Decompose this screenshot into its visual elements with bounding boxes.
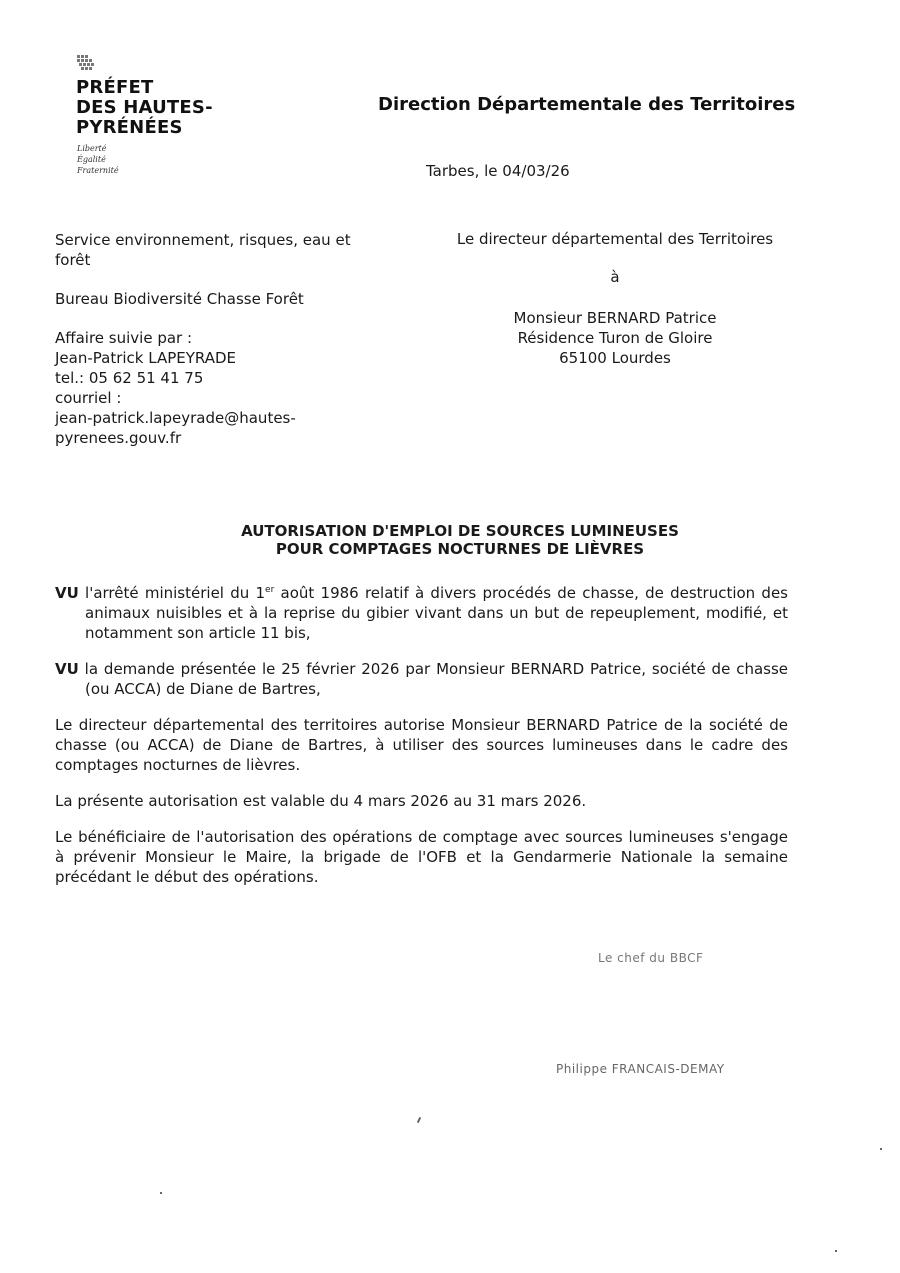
sender-bureau: Bureau Biodiversité Chasse Forêt <box>55 290 304 308</box>
to-word: à <box>610 268 620 286</box>
scan-speck <box>835 1250 837 1252</box>
title-line: POUR COMPTAGES NOCTURNES DE LIÈVRES <box>275 540 645 558</box>
motto-line: Égalité <box>77 155 106 164</box>
prefecture-logo-title: PRÉFET DES HAUTES- PYRÉNÉES <box>76 77 213 138</box>
recipient-name: Monsieur BERNARD Patrice <box>513 309 717 327</box>
vu-text: la demande présentée le 25 février 2026 par Monsieur BERNARD Patrice, société de chasse (ou ACCA) de Diane de Bartres, <box>78 660 788 698</box>
place-date: Tarbes, le 04/03/26 <box>426 162 570 180</box>
document-body <box>55 580 788 903</box>
email-label: courriel : <box>55 389 122 407</box>
document-title <box>100 522 820 558</box>
recipient-address <box>440 308 790 368</box>
agent-name: Jean-Patrick LAPEYRADE <box>55 349 236 367</box>
republic-motto <box>77 143 119 176</box>
direction-heading: Direction Départementale des Territoires <box>378 94 796 115</box>
from-line: Le directeur départemental des Territoires <box>456 230 774 248</box>
agent-email-line: jean-patrick.lapeyrade@hautes- <box>55 409 296 427</box>
vu-keyword: VU <box>55 584 79 602</box>
recipient-intro <box>440 229 790 287</box>
marianne-logo-icon <box>77 55 99 73</box>
vu-sup: er <box>265 585 275 595</box>
sender-block <box>55 230 355 448</box>
vu-keyword: VU <box>55 660 79 678</box>
motto-line: Liberté <box>77 144 107 153</box>
scan-speck <box>417 1117 421 1123</box>
obligation-paragraph: Le bénéficiaire de l'autorisation des opérations de comptage avec sources lumineuses s'engage à prévenir Monsieur le Maire, la brigade de l'OFB et la Gendarmerie Nationale la semaine précédant le début des opérations. <box>55 828 788 886</box>
vu-text: août 1986 relatif à divers procédés de chasse, de destruction des animaux nuisibles et à la reprise du gibier vivant dans un but de repeuplement, modifié, et notamment son article 11 bis, <box>85 584 788 642</box>
agent-phone: tel.: 05 62 51 41 75 <box>55 369 204 387</box>
signature-name: Philippe FRANCAIS-DEMAY <box>556 1062 725 1076</box>
recipient-address-line: Résidence Turon de Gloire <box>517 329 713 347</box>
recipient-address-line: 65100 Lourdes <box>559 349 671 367</box>
scan-speck <box>160 1192 162 1194</box>
motto-line: Fraternité <box>77 166 119 175</box>
signature-role: Le chef du BBCF <box>598 951 704 965</box>
agent-email-line: pyrenees.gouv.fr <box>55 429 182 447</box>
vu-text: l'arrêté ministériel du 1 <box>78 584 266 602</box>
validity-paragraph: La présente autorisation est valable du 4 mars 2026 au 31 mars 2026. <box>55 792 587 810</box>
scan-speck <box>880 1148 882 1150</box>
sender-service: Service environnement, risques, eau et forêt <box>55 231 351 269</box>
title-line: AUTORISATION D'EMPLOI DE SOURCES LUMINEUSES <box>241 522 679 540</box>
vu-paragraph <box>55 580 788 643</box>
vu-paragraph <box>55 659 788 699</box>
followed-by-label: Affaire suivie par : <box>55 329 193 347</box>
authorization-paragraph: Le directeur départemental des territoires autorise Monsieur BERNARD Patrice de la société de chasse (ou ACCA) de Diane de Bartres, à utiliser des sources lumineuses dans le cadre des comptages nocturnes de lièvres. <box>55 716 788 774</box>
